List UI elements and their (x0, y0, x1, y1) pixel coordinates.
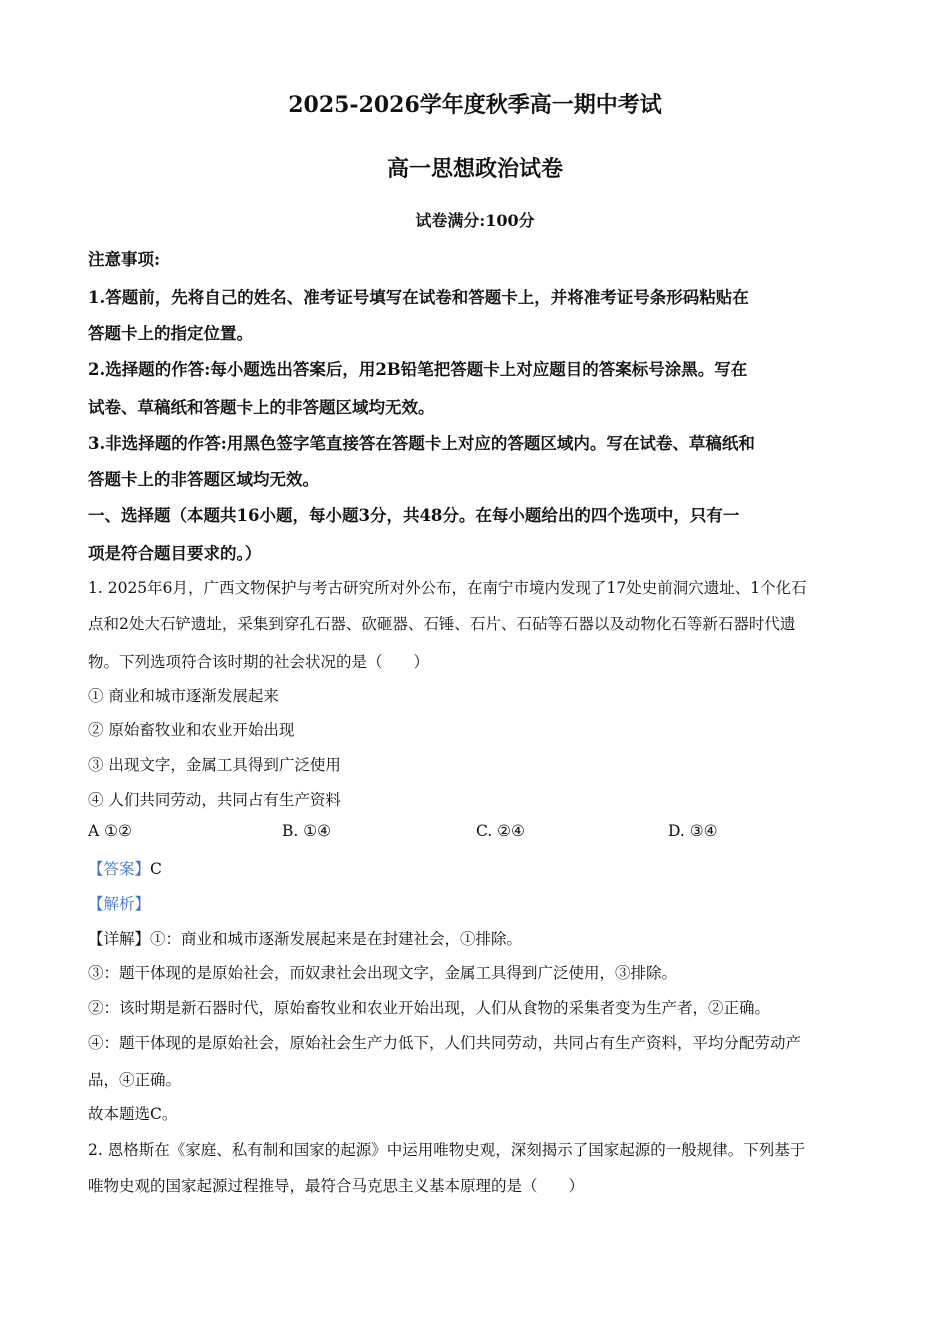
section-heading: 项是符合题目要求的。） (88, 544, 262, 563)
notice-line: 答题卡上的指定位置。 (88, 324, 253, 343)
notice-line: 答题卡上的非答题区域均无效。 (88, 470, 319, 489)
q1-detail: 品，④正确。 (88, 1071, 182, 1089)
exam-subtitle: 高一思想政治试卷 (386, 156, 563, 182)
q1-stem: 点和2处大石铲遗址，采集到穿孔石器、砍砸器、石锤、石片、石砧等石器以及动物化石等新石器时代遗 (88, 615, 796, 633)
q1-detail: 故本题选C。 (88, 1105, 178, 1123)
q1-item: ③ 出现文字，金属工具得到广泛使用 (88, 756, 341, 774)
q2-stem: 唯物史观的国家起源过程推导，最符合马克思主义基本原理的是（ ） (88, 1177, 585, 1195)
q1-detail: ④：题干体现的是原始社会，原始社会生产力低下，人们共同劳动，共同占有生产资料，平均分配劳动产 (88, 1034, 802, 1052)
analysis-tag: 【解析】 (88, 895, 151, 913)
notice-line: 试卷、草稿纸和答题卡上的非答题区域均无效。 (88, 398, 435, 417)
q2-stem: 2. 恩格斯在《家庭、私有制和国家的起源》中运用唯物史观，深刻揭示了国家起源的一般规律。下列基于 (88, 1141, 806, 1159)
section-heading: 一、选择题（本题共16小题，每小题3分，共48分。在每小题给出的四个选项中，只有一 (88, 506, 740, 525)
q1-option-b: B. ①④ (282, 822, 332, 840)
q1-option-a: A ①② (88, 822, 132, 840)
q1-answer (88, 857, 162, 879)
q1-item: ④ 人们共同劳动，共同占有生产资料 (88, 791, 341, 809)
notice-line: 2.选择题的作答:每小题选出答案后，用2B铅笔把答题卡上对应题目的答案标号涂黑。写在 (88, 360, 748, 379)
q1-item: ② 原始畜牧业和农业开始出现 (88, 721, 295, 739)
q1-option-c: C. ②④ (476, 822, 525, 840)
q1-detail: ②：该时期是新石器时代，原始畜牧业和农业开始出现，人们从食物的采集者变为生产者，②正确。 (88, 999, 771, 1017)
answer-value: C (150, 860, 162, 878)
notice-line: 1.答题前，先将自己的姓名、准考证号填写在试卷和答题卡上，并将准考证号条形码粘贴在 (88, 288, 749, 307)
exam-title: 2025-2026学年度秋季高一期中考试 (288, 92, 662, 118)
answer-tag: 【答案】 (88, 860, 151, 878)
q1-option-d: D. ③④ (668, 822, 718, 840)
q1-item: ① 商业和城市逐渐发展起来 (88, 687, 279, 705)
notice-line: 3.非选择题的作答:用黑色签字笔直接答在答题卡上对应的答题区域内。写在试卷、草稿纸和 (88, 434, 755, 453)
q1-detail: ③：题干体现的是原始社会，而奴隶社会出现文字，金属工具得到广泛使用，③排除。 (88, 964, 678, 982)
q1-stem: 物。下列选项符合该时期的社会状况的是（ ） (88, 653, 430, 671)
q1-detail: 【详解】①：商业和城市逐渐发展起来是在封建社会，①排除。 (88, 930, 523, 948)
full-score: 试卷满分:100分 (415, 211, 535, 230)
q1-stem: 1. 2025年6月，广西文物保护与考古研究所对外公布，在南宁市境内发现了17处史前洞穴遗址、1个化石 (88, 579, 807, 597)
notice-heading: 注意事项: (88, 250, 161, 269)
